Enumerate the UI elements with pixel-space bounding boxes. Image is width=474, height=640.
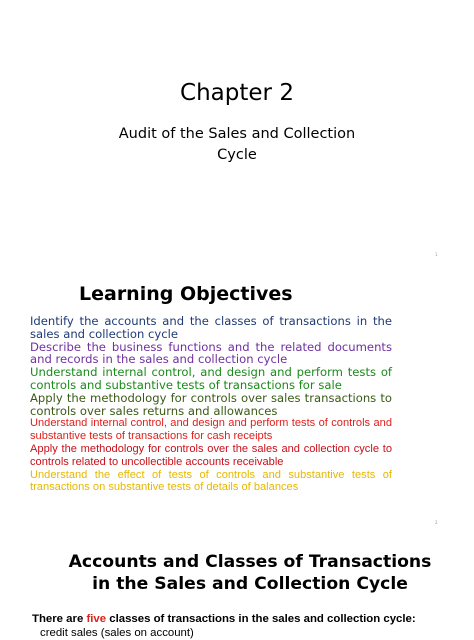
learning-objectives-title: Learning Objectives <box>79 283 293 305</box>
accounts-classes-title-line2: in the Sales and Collection Cycle <box>92 574 408 594</box>
transaction-class-item: credit sales (sales on account) <box>40 627 194 639</box>
objective-item: Apply the methodology for controls over the sales and collection cycle to controls related to uncollectible accounts receivable <box>30 442 392 468</box>
intro-prefix: There are <box>32 613 87 625</box>
objective-item: Understand internal control, and design and perform tests of controls and substantive tests of transactions for sale <box>30 365 392 392</box>
accounts-classes-title <box>40 551 460 595</box>
page-number-2: 2 <box>435 520 438 525</box>
objectives-list <box>30 315 392 494</box>
chapter-subtitle-line2: Cycle <box>217 147 257 163</box>
page-number-1: 1 <box>435 252 438 257</box>
objective-item: Describe the business functions and the related documents and records in the sales and collection cycle <box>30 339 392 367</box>
objective-item: Understand the effect of tests of controls and substantive tests of transactions on substantive tests of details of balances <box>30 468 392 494</box>
objective-item: Identify the accounts and the classes of transactions in the sales and collection cycle <box>30 314 392 341</box>
transactions-intro <box>32 612 416 626</box>
chapter-subtitle-line1: Audit of the Sales and Collection <box>118 126 356 142</box>
objective-item: Understand internal control, and design and perform tests of controls and substantive tests of transactions for cash receipts <box>30 417 392 443</box>
intro-suffix: classes of transactions in the sales and collection cycle: <box>106 613 416 625</box>
accounts-classes-title-line1: Accounts and Classes of Transactions <box>68 552 432 572</box>
chapter-title: Chapter 2 <box>180 80 294 106</box>
chapter-subtitle <box>107 124 367 166</box>
intro-highlight: five <box>86 613 107 625</box>
objective-item: Apply the methodology for controls over sales transactions to controls over sales returns and allowances <box>30 390 392 418</box>
